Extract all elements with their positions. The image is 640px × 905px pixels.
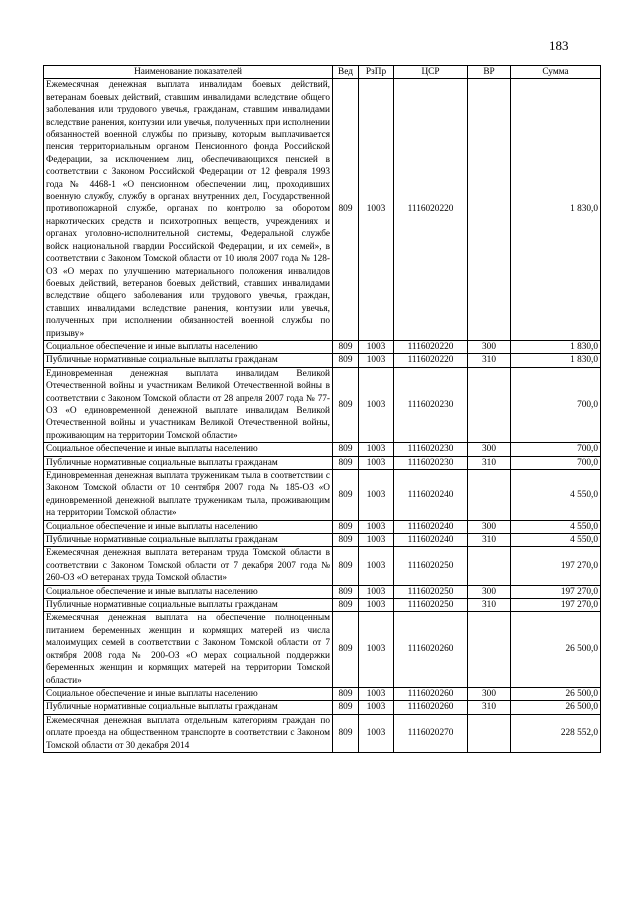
- cell-ved: 809: [333, 354, 359, 367]
- table-row: [44, 599, 601, 612]
- cell-ved: 809: [333, 443, 359, 456]
- cell-sum: 700,0: [511, 443, 601, 456]
- cell-rzpr: 1003: [359, 687, 394, 700]
- cell-rzpr: 1003: [359, 79, 394, 341]
- cell-csr: 1116020230: [394, 456, 468, 469]
- cell-name: Публичные нормативные социальные выплаты гражданам: [44, 534, 333, 547]
- page-number: 183: [549, 38, 569, 53]
- cell-csr: 1116020260: [394, 687, 468, 700]
- table-row: [44, 456, 601, 469]
- cell-vr: [468, 470, 511, 521]
- table-row: [44, 547, 601, 585]
- header-name: Наименование показателей: [44, 66, 333, 79]
- cell-rzpr: 1003: [359, 354, 394, 367]
- cell-csr: 1116020260: [394, 701, 468, 714]
- cell-name: Публичные нормативные социальные выплаты гражданам: [44, 599, 333, 612]
- table-row: [44, 354, 601, 367]
- cell-vr: [468, 612, 511, 687]
- cell-rzpr: 1003: [359, 599, 394, 612]
- cell-name: Ежемесячная денежная выплата ветеранам труда Томской области в соответствии с Законом Томской области от 7 декабря 2007 года № 260-ОЗ «О ветеранах труда Томской области»: [44, 547, 333, 585]
- cell-csr: 1116020250: [394, 585, 468, 598]
- cell-csr: 1116020240: [394, 520, 468, 533]
- cell-name: Единовременная денежная выплата труженикам тыла в соответствии с Законом Томской области от 10 сентября 2007 года № 185-ОЗ «О единовременной денежной выплате труженикам тыла, проживающим на территории Томской области»: [44, 470, 333, 521]
- cell-csr: 1116020250: [394, 599, 468, 612]
- cell-sum: 4 550,0: [511, 470, 601, 521]
- cell-ved: 809: [333, 585, 359, 598]
- cell-rzpr: 1003: [359, 547, 394, 585]
- cell-sum: 1 830,0: [511, 354, 601, 367]
- cell-csr: 1116020220: [394, 354, 468, 367]
- cell-csr: 1116020270: [394, 714, 468, 752]
- cell-rzpr: 1003: [359, 456, 394, 469]
- cell-name: Социальное обеспечение и иные выплаты населению: [44, 687, 333, 700]
- table-row: [44, 612, 601, 687]
- cell-sum: 197 270,0: [511, 585, 601, 598]
- cell-sum: 1 830,0: [511, 79, 601, 341]
- cell-ved: 809: [333, 701, 359, 714]
- table-row: [44, 687, 601, 700]
- cell-sum: 197 270,0: [511, 599, 601, 612]
- table-row: [44, 340, 601, 353]
- table-row: [44, 367, 601, 442]
- cell-ved: 809: [333, 470, 359, 521]
- cell-csr: 1116020230: [394, 443, 468, 456]
- cell-rzpr: 1003: [359, 470, 394, 521]
- cell-name: Социальное обеспечение и иные выплаты населению: [44, 443, 333, 456]
- cell-sum: 26 500,0: [511, 612, 601, 687]
- cell-name: Социальное обеспечение и иные выплаты населению: [44, 585, 333, 598]
- cell-ved: 809: [333, 456, 359, 469]
- cell-vr: 310: [468, 599, 511, 612]
- cell-name: Ежемесячная денежная выплата отдельным категориям граждан по оплате проезда на общественном транспорте в соответствии с Законом Томской области от 30 декабря 2014: [44, 714, 333, 752]
- table-row: [44, 520, 601, 533]
- cell-csr: 1116020240: [394, 470, 468, 521]
- cell-ved: 809: [333, 687, 359, 700]
- cell-sum: 228 552,0: [511, 714, 601, 752]
- cell-rzpr: 1003: [359, 367, 394, 442]
- cell-ved: 809: [333, 599, 359, 612]
- cell-vr: 300: [468, 443, 511, 456]
- cell-name: Социальное обеспечение и иные выплаты населению: [44, 520, 333, 533]
- cell-name: Публичные нормативные социальные выплаты гражданам: [44, 354, 333, 367]
- header-vr: ВР: [468, 66, 511, 79]
- cell-ved: 809: [333, 534, 359, 547]
- cell-sum: 4 550,0: [511, 520, 601, 533]
- table-row: [44, 714, 601, 752]
- cell-csr: 1116020240: [394, 534, 468, 547]
- cell-sum: 4 550,0: [511, 534, 601, 547]
- cell-vr: 310: [468, 701, 511, 714]
- cell-name: Публичные нормативные социальные выплаты гражданам: [44, 701, 333, 714]
- cell-ved: 809: [333, 79, 359, 341]
- budget-table: [43, 65, 601, 753]
- cell-name: Социальное обеспечение и иные выплаты населению: [44, 340, 333, 353]
- cell-rzpr: 1003: [359, 701, 394, 714]
- header-ved: Вед: [333, 66, 359, 79]
- cell-sum: 1 830,0: [511, 340, 601, 353]
- header-csr: ЦСР: [394, 66, 468, 79]
- cell-ved: 809: [333, 340, 359, 353]
- cell-sum: 700,0: [511, 456, 601, 469]
- cell-rzpr: 1003: [359, 714, 394, 752]
- cell-vr: [468, 79, 511, 341]
- cell-ved: 809: [333, 714, 359, 752]
- cell-vr: [468, 547, 511, 585]
- cell-ved: 809: [333, 520, 359, 533]
- cell-rzpr: 1003: [359, 534, 394, 547]
- table-row: [44, 443, 601, 456]
- cell-vr: 300: [468, 520, 511, 533]
- table-row: [44, 470, 601, 521]
- cell-name: Ежемесячная денежная выплата инвалидам боевых действий, ветеранам боевых действий, ставшим инвалидами вследствие общего заболевания или трудового увечья, гражданам, ставшим инвалидами вследствие ранения, контузии или увечья, полученных при исполнении обязанностей военной службы по призыву, которым выплачивается пенсия территориальным органом Пенсионного фонда Российской Федерации, за исключением лиц, обеспечивающихся пенсией в соответствии с Законом Российской Федерации от 12 февраля 1993 года № 4468-1 «О пенсионном обеспечении лиц, проходивших военную службу, службу в органах внутренних дел, Государственной противопожарной службе, органах по контролю за оборотом наркотических средств и психотропных веществ, учреждениях и органах уголовно-исполнительной системы, Федеральной службе войск национальной гвардии Российской Федерации, и их семей», в соответствии с Законом Томской области от 10 июля 2007 года № 128-ОЗ «О мерах по улучшению материального положения инвалидов боевых действий, ветеранов боевых действий, ставших инвалидами вследствие общего заболевания или трудового увечья, граждан, ставших инвалидами вследствие ранения, контузии или увечья, полученных при исполнении обязанностей военной службы по призыву»: [44, 79, 333, 341]
- cell-csr: 1116020220: [394, 79, 468, 341]
- cell-name: Единовременная денежная выплата инвалидам Великой Отечественной войны и участникам Великой Отечественной войны в соответствии с Законом Томской области от 28 апреля 2007 года № 77-ОЗ «О единовременной денежной выплате инвалидам Великой Отечественной войны и участникам Великой Отечественной войны, проживающим на территории Томской области»: [44, 367, 333, 442]
- cell-vr: [468, 367, 511, 442]
- cell-rzpr: 1003: [359, 520, 394, 533]
- cell-vr: 310: [468, 456, 511, 469]
- cell-ved: 809: [333, 612, 359, 687]
- cell-ved: 809: [333, 367, 359, 442]
- cell-rzpr: 1003: [359, 585, 394, 598]
- cell-vr: 300: [468, 340, 511, 353]
- cell-ved: 809: [333, 547, 359, 585]
- cell-vr: 300: [468, 585, 511, 598]
- cell-csr: 1116020220: [394, 340, 468, 353]
- cell-rzpr: 1003: [359, 443, 394, 456]
- table-row: [44, 585, 601, 598]
- header-sum: Сумма: [511, 66, 601, 79]
- cell-sum: 26 500,0: [511, 701, 601, 714]
- cell-sum: 700,0: [511, 367, 601, 442]
- cell-sum: 197 270,0: [511, 547, 601, 585]
- cell-csr: 1116020230: [394, 367, 468, 442]
- cell-rzpr: 1003: [359, 612, 394, 687]
- cell-csr: 1116020260: [394, 612, 468, 687]
- table-header-row: [44, 66, 601, 79]
- cell-rzpr: 1003: [359, 340, 394, 353]
- cell-vr: 310: [468, 354, 511, 367]
- cell-vr: [468, 714, 511, 752]
- table-row: [44, 701, 601, 714]
- cell-name: Ежемесячная денежная выплата на обеспечение полноценным питанием беременных женщин и кормящих матерей из числа малоимущих семей в соответствии с Законом Томской области от 7 октября 2008 года № 200-ОЗ «О мерах социальной поддержки беременных женщин и кормящих матерей на территории Томской области»: [44, 612, 333, 687]
- cell-vr: 300: [468, 687, 511, 700]
- table-row: [44, 79, 601, 341]
- table-row: [44, 534, 601, 547]
- cell-vr: 310: [468, 534, 511, 547]
- cell-name: Публичные нормативные социальные выплаты гражданам: [44, 456, 333, 469]
- header-rzpr: РзПр: [359, 66, 394, 79]
- cell-sum: 26 500,0: [511, 687, 601, 700]
- cell-csr: 1116020250: [394, 547, 468, 585]
